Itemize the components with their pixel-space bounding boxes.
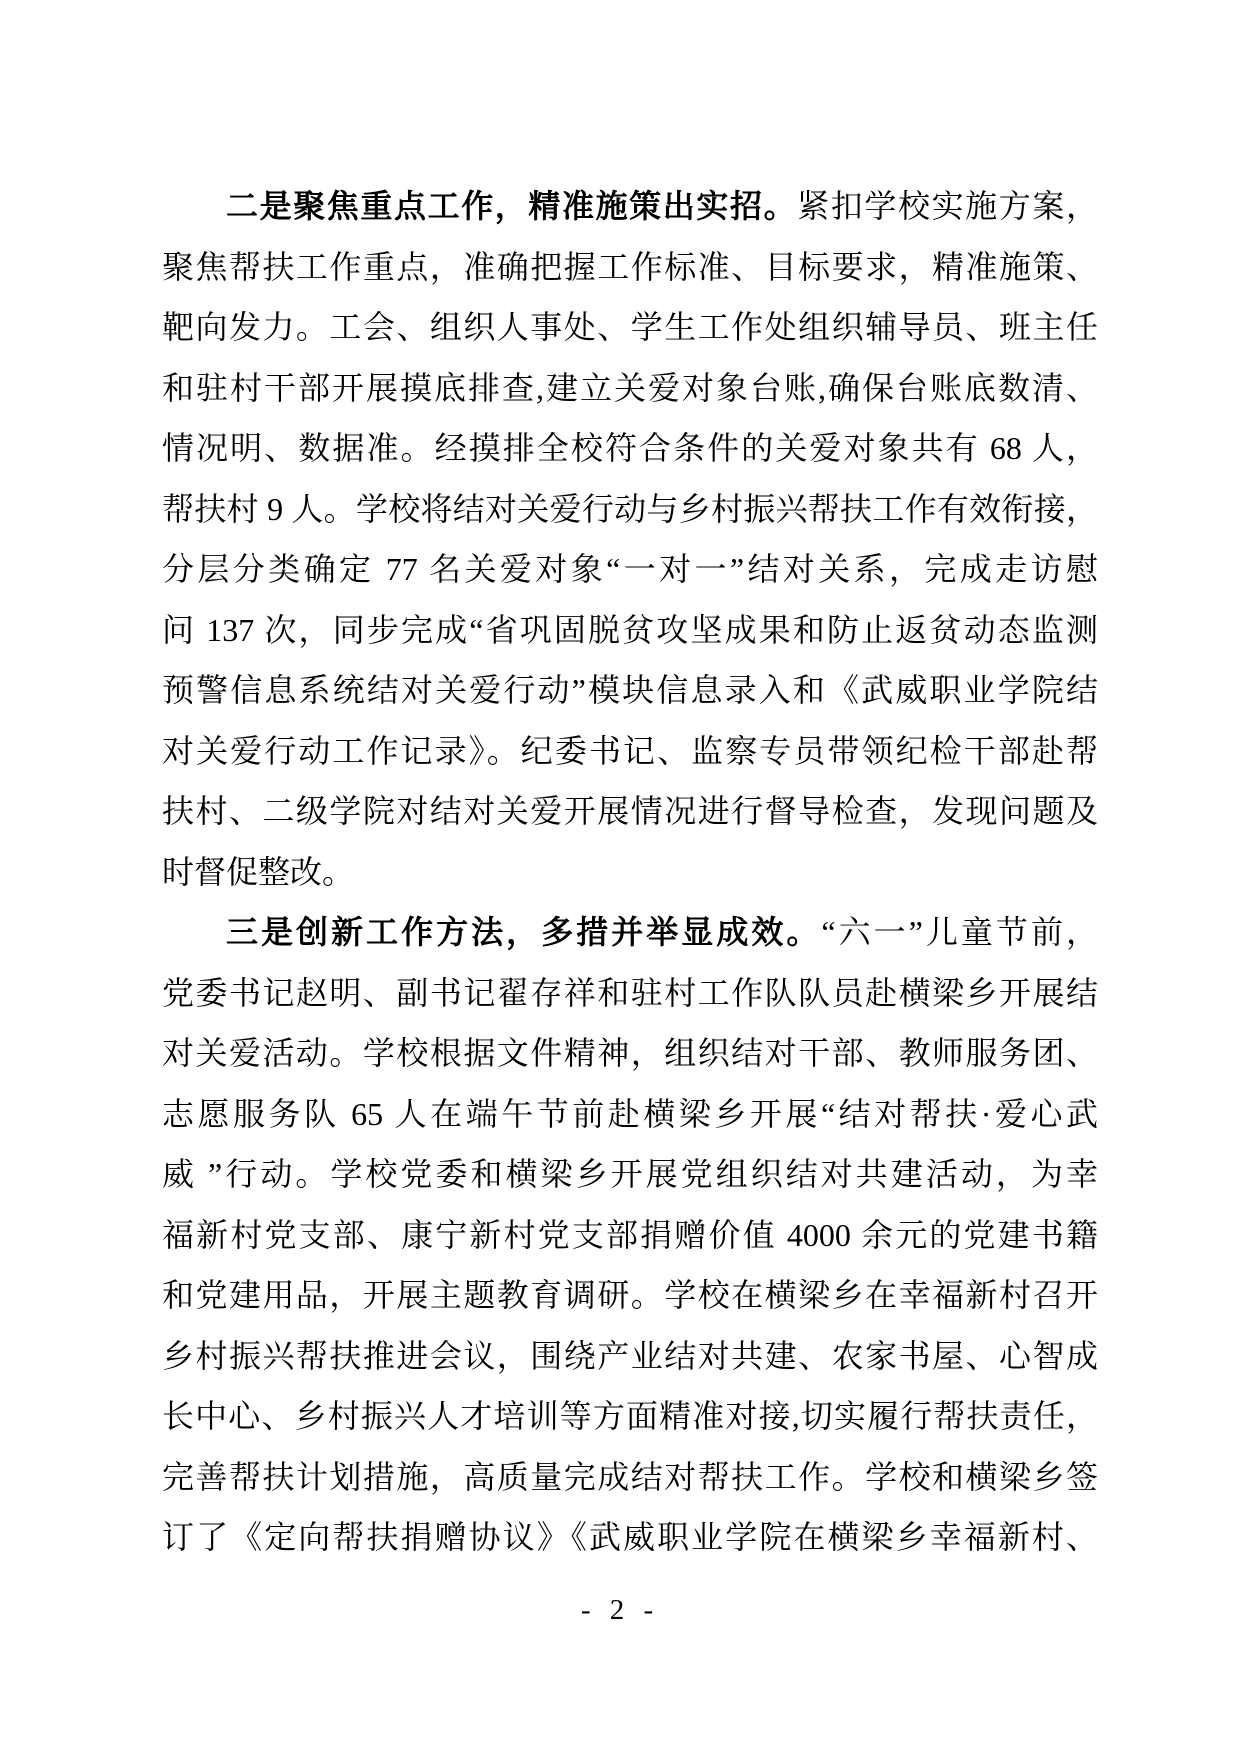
heading-run: 三是创新工作方法，多措并举显成效。 [226, 914, 822, 950]
text-run: 长中心、乡村振兴人才培训等方面精准对接,切实履行帮扶责任， [162, 1398, 1098, 1434]
text-run: 靶向发力。工会、组织人事处、学生工作处组织辅导员、班主任 [162, 309, 1098, 345]
paragraph-line [162, 1144, 1098, 1205]
text-run: 紧扣学校实施方案， [797, 188, 1098, 224]
paragraph-line [162, 600, 1098, 661]
paragraph-line [162, 781, 1098, 842]
text-run: 问 137 次，同步完成“省巩固脱贫攻坚成果和防止返贫动态监测 [162, 611, 1098, 648]
paragraph-line [162, 963, 1098, 1024]
text-run: 乡村振兴帮扶推进会议，围绕产业结对共建、农家书屋、心智成 [162, 1337, 1098, 1374]
page-number: - 2 - [580, 1594, 660, 1626]
paragraph-line [162, 479, 1098, 540]
text-run: “六一”儿童节前， [821, 914, 1098, 950]
paragraph-line [162, 1084, 1098, 1145]
text-run: 对关爱行动工作记录》。纪委书记、监察专员带领纪检干部赴帮 [162, 732, 1098, 769]
text-run: 扶村、二级学院对结对关爱开展情况进行督导检查，发现问题及 [162, 793, 1098, 829]
paragraph-line [162, 297, 1098, 358]
text-run: 和驻村干部开展摸底排查,建立关爱对象台账,确保台账底数清、 [162, 369, 1098, 406]
paragraph-line [162, 902, 1098, 963]
text-run: 威 ”行动。学校党委和横梁乡开展党组织结对共建活动，为幸 [162, 1156, 1098, 1192]
text-run: 对关爱活动。学校根据文件精神，组织结对干部、教师服务团、 [162, 1035, 1098, 1071]
paragraph-line [162, 660, 1098, 721]
paragraph-line [162, 1265, 1098, 1326]
paragraph-line [162, 1023, 1098, 1084]
paragraph-line [162, 1326, 1098, 1387]
paragraph-line [162, 1386, 1098, 1447]
text-run: 和党建用品，开展主题教育调研。学校在横梁乡在幸福新村召开 [162, 1277, 1098, 1313]
paragraph-line [162, 1447, 1098, 1508]
text-run: 预警信息系统结对关爱行动”模块信息录入和《武威职业学院结 [162, 672, 1098, 708]
text-run: 订了《定向帮扶捐赠协议》《武威职业学院在横梁乡幸福新村、 [162, 1519, 1098, 1555]
text-run: 完善帮扶计划措施，高质量完成结对帮扶工作。学校和横梁乡签 [162, 1458, 1098, 1495]
paragraph-line [162, 1205, 1098, 1266]
text-run: 帮扶村 9 人。学校将结对关爱行动与乡村振兴帮扶工作有效衔接， [162, 490, 1098, 527]
document-body [162, 176, 1098, 1568]
text-run: 聚焦帮扶工作重点，准确把握工作标准、目标要求，精准施策、 [162, 248, 1098, 285]
text-run: 分层分类确定 77 名关爱对象“一对一”结对关系，完成走访慰 [162, 551, 1098, 587]
paragraph-line [162, 418, 1098, 479]
heading-run: 二是聚焦重点工作，精准施策出实招。 [226, 188, 798, 224]
paragraph-line [162, 721, 1098, 782]
paragraph-line [162, 358, 1098, 419]
paragraph-line [162, 539, 1098, 600]
text-run: 志愿服务队 65 人在端午节前赴横梁乡开展“结对帮扶·爱心武 [162, 1095, 1098, 1132]
text-run: 党委书记赵明、副书记翟存祥和驻村工作队队员赴横梁乡开展结 [162, 974, 1098, 1011]
paragraph-line [162, 237, 1098, 298]
text-run: 时督促整改。 [162, 853, 355, 890]
text-run: 福新村党支部、康宁新村党支部捐赠价值 4000 余元的党建书籍 [162, 1216, 1098, 1253]
paragraph-line [162, 842, 1098, 903]
paragraph-line [162, 1507, 1098, 1568]
text-run: 情况明、数据准。经摸排全校符合条件的关爱对象共有 68 人， [162, 430, 1098, 466]
paragraph-line [162, 176, 1098, 237]
